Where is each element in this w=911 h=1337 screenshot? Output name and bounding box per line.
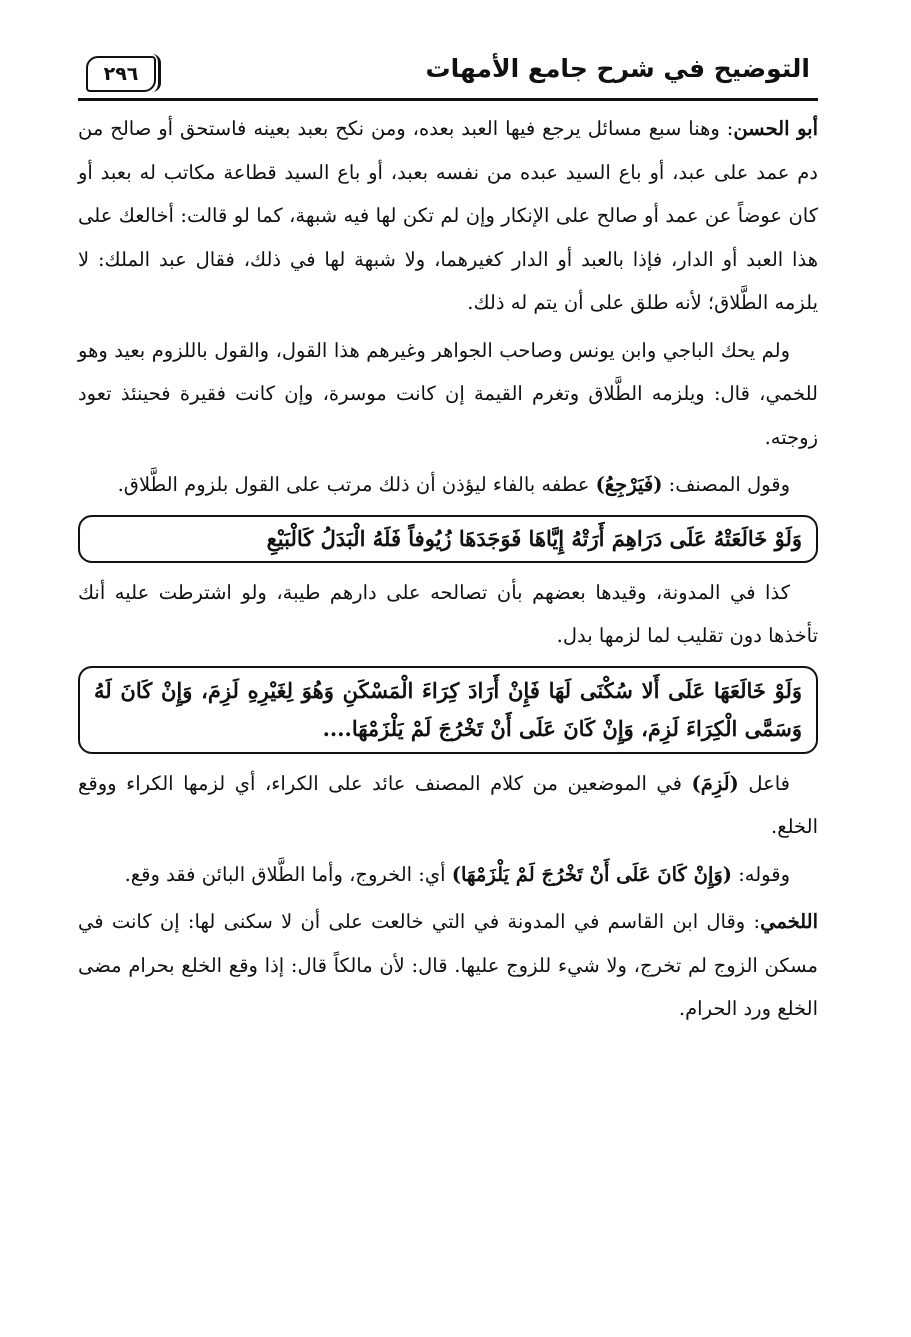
paragraph-7-lead: اللخمي xyxy=(760,910,818,933)
paragraph-1 xyxy=(78,107,818,325)
paragraph-5-after: في الموضعين من كلام المصنف عائد على الكراء، أي لزمها الكراء ووقع الخلع. xyxy=(78,771,818,838)
running-title: التوضيح في شرح جامع الأمهات xyxy=(425,54,810,83)
paragraph-6 xyxy=(78,853,818,897)
paragraph-1-text: : وهنا سبع مسائل يرجع فيها العبد بعده، ومن نكح بعبد بعينه فاستحق أو صالح من دم عمد على عبد، أو باع السيد عبده من نفسه بعبد، أو باع السيد قطاعة مكاتب له بعبد أو كان عوضاً عن عمد أو صالح على الإنكار وإن لم تكن لها فيه شبهة، كما لو قالت: أخالعك على هذا العبد أو الدار، فإذا بالعبد أو الدار كغيرهما، ولا شبهة لها في ذلك، فقال عبد الملك: لا يلزمه الطَّلاق؛ لأنه طلق على أن يتم له ذلك. xyxy=(78,117,818,314)
paragraph-3 xyxy=(78,463,818,507)
paragraph-2: ولم يحك الباجي وابن يونس وصاحب الجواهر وغيرهم هذا القول، والقول باللزوم بعيد وهو للخمي، قال: ويلزمه الطَّلاق وتغرم القيمة إن كانت موسرة، وإن كانت فقيرة فحينئذ تعود زوجته. xyxy=(78,338,818,449)
paragraph-6-after: أي: الخروج، وأما الطَّلاق البائن فقد وقع. xyxy=(124,862,452,886)
page-number: ٢٩٦ xyxy=(86,56,156,92)
book-page xyxy=(78,48,818,1288)
paragraph-1-lead: أبو الحسن xyxy=(733,117,818,140)
paragraph-5-quote: (لَزِمَ) xyxy=(691,771,739,795)
paragraph-7-text: : وقال ابن القاسم في المدونة في التي خالعت على أن لا سكنى لها: إن كانت في مسكن الزوج لم تخرج، ولا شيء للزوج عليها. قال: لأن مالكاً قال: إذا وقع الخلع بحرام مضى الخلع ورد الحرام. xyxy=(78,910,818,1020)
matn-box-2: وَلَوْ خَالَعَهَا عَلَى أَلا سُكْنَى لَهَا فَإِنْ أَرَادَ كِرَاءَ الْمَسْكَنِ وَهُوَ لِغَيْرِهِ لَزِمَ، وَإِنْ كَانَ لَهُ وَسَمَّى الْكِرَاءَ لَزِمَ، وَإِنْ كَانَ عَلَى أَنْ تَخْرُجَ لَمْ يَلْزَمْهَا.... xyxy=(78,666,818,754)
paragraph-5 xyxy=(78,762,818,849)
paragraph-6-quote: (وَإِنْ كَانَ عَلَى أَنْ تَخْرُجَ لَمْ يَلْزَمْهَا) xyxy=(451,862,733,886)
paragraph-3-before: وقول المصنف: xyxy=(662,473,790,496)
page-body xyxy=(78,107,818,1031)
page-header xyxy=(78,48,818,101)
paragraph-6-before: وقوله: xyxy=(732,862,790,886)
paragraph-5-before: فاعل xyxy=(738,771,790,795)
paragraph-7 xyxy=(78,900,818,1031)
paragraph-3-quote: (فَيَرْجِعُ) xyxy=(595,473,663,496)
paragraph-4: كذا في المدونة، وقيدها بعضهم بأن تصالحه على دارهم طيبة، ولو اشترطت عليه أنك تأخذها دون تقليب لما لزمها بدل. xyxy=(78,580,818,647)
matn-box-1: وَلَوْ خَالَعَتْهُ عَلَى دَرَاهِمَ أَرَتْهُ إِيَّاهَا فَوَجَدَهَا زُيُوفاً فَلَهُ الْبَدَلُ كَالْبَيْعِ xyxy=(78,515,818,563)
paragraph-3-after: عطفه بالفاء ليؤذن أن ذلك مرتب على القول بلزوم الطَّلاق. xyxy=(117,473,596,496)
